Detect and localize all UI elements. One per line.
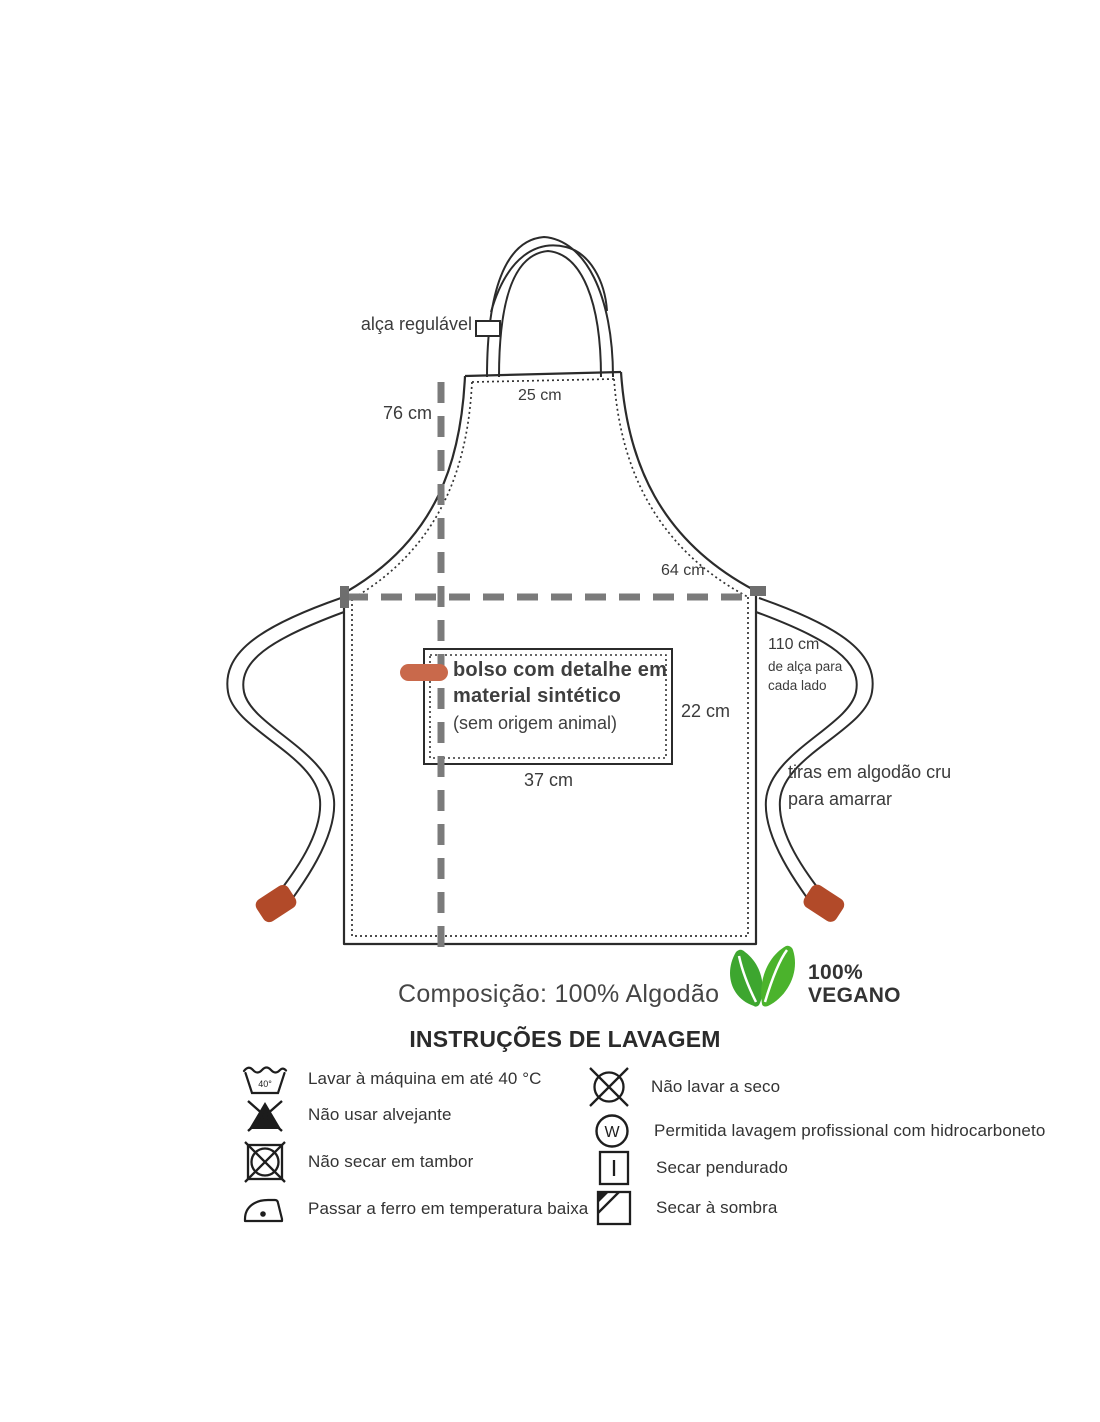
- care-label: Não lavar a seco: [651, 1077, 781, 1096]
- pocket-accent-marker: [400, 664, 448, 681]
- label-ties-2: para amarrar: [788, 789, 893, 809]
- wash-40-icon: [238, 1062, 292, 1096]
- care-instructions-title: INSTRUÇÕES DE LAVAGEM: [409, 1026, 721, 1052]
- professional-clean-icon: [588, 1111, 636, 1151]
- measure-cap-left: [340, 586, 349, 608]
- iron-low-icon: [238, 1194, 292, 1224]
- label-waist-width: 64 cm: [661, 562, 705, 579]
- care-item-no-bleach: [238, 1097, 452, 1133]
- label-bib-height: 76 cm: [383, 403, 433, 423]
- no-bleach-icon: [238, 1097, 292, 1133]
- care-item-wash-40: [238, 1062, 542, 1096]
- vegan-badge-line2: VEGANO: [808, 984, 901, 1007]
- svg-text:40°: 40°: [258, 1079, 272, 1089]
- care-label: Secar pendurado: [656, 1158, 788, 1177]
- care-label: Passar a ferro em temperatura baixa: [308, 1199, 589, 1218]
- care-label: Lavar à máquina em até 40 °C: [308, 1069, 542, 1088]
- care-item-line-dry: [590, 1150, 788, 1186]
- vegan-badge-text: [808, 961, 901, 1007]
- care-label: Não usar alvejante: [308, 1105, 452, 1124]
- tie-tip-right: [801, 882, 847, 925]
- measure-cap-right: [750, 586, 766, 596]
- label-pocket-width: 37 cm: [524, 770, 574, 790]
- dry-shade-icon: [590, 1189, 638, 1227]
- care-item-professional-clean: [588, 1111, 1045, 1151]
- care-item-iron-low: [238, 1194, 588, 1224]
- pocket-annotation-line2: material sintético: [453, 685, 622, 707]
- tie-strap-left: [227, 598, 344, 910]
- neck-strap-outline: [487, 237, 613, 377]
- label-strap-adjustable: alça regulável: [360, 314, 472, 334]
- care-label: Permitida lavagem profissional com hidrocarboneto: [654, 1121, 1046, 1140]
- pocket-annotation-line3: (sem origem animal): [453, 713, 618, 733]
- vegan-badge-line1: 100%: [808, 961, 863, 984]
- label-ties-1: tiras em algodão cru: [788, 762, 952, 782]
- label-pocket-height: 22 cm: [681, 701, 731, 721]
- vegan-badge: [726, 944, 901, 1014]
- svg-text:W: W: [604, 1124, 620, 1141]
- strap-buckle-icon: [476, 321, 500, 336]
- care-item-no-tumble-dry: [238, 1138, 473, 1185]
- pocket-annotation: [453, 657, 667, 735]
- care-label: Secar à sombra: [656, 1198, 778, 1217]
- care-label: Não secar em tambor: [308, 1151, 474, 1171]
- care-item-dry-shade: [590, 1189, 777, 1227]
- leaves-icon: [726, 944, 806, 1014]
- label-side-strap-length: 110 cm: [768, 636, 820, 653]
- composition-text: Composição: 100% Algodão: [398, 980, 720, 1008]
- no-tumble-dry-icon: [238, 1139, 292, 1185]
- label-bib-width: 25 cm: [518, 387, 562, 404]
- pocket-annotation-line1: bolso com detalhe em: [453, 659, 668, 681]
- tie-tip-left: [253, 882, 299, 925]
- label-side-strap-note-1: de alça para: [768, 659, 843, 674]
- care-item-no-dry-clean: [585, 1065, 780, 1109]
- label-side-strap-note-2: cada lado: [768, 678, 827, 693]
- line-dry-icon: [590, 1149, 638, 1187]
- no-dry-clean-icon: [585, 1064, 633, 1110]
